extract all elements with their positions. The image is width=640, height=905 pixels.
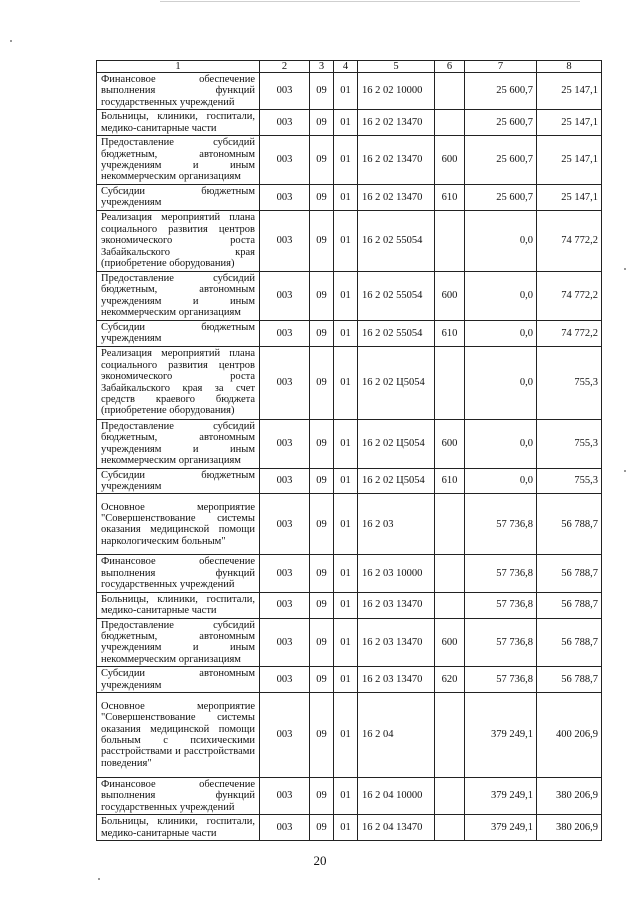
- budget-table: [96, 60, 602, 841]
- amount-year1-cell: 0,0: [465, 419, 537, 468]
- chapter-code-cell: 003: [260, 136, 310, 185]
- amount-year1-cell: 0,0: [465, 210, 537, 271]
- expense-type-cell: 610: [435, 185, 465, 211]
- amount-year2-cell: 25 147,1: [537, 73, 602, 110]
- amount-year2-cell: 755,3: [537, 346, 602, 419]
- chapter-code-cell: 003: [260, 777, 310, 814]
- chapter-code-cell: 003: [260, 692, 310, 777]
- chapter-code-cell: 003: [260, 468, 310, 494]
- row-name-cell: Финансовое обеспечение выполнения функций государственных учреждений: [97, 555, 260, 592]
- expense-type-cell: 610: [435, 320, 465, 346]
- target-article-cell: 16 2 04 13470: [358, 815, 435, 841]
- row-name-cell: Предоставление субсидий бюджетным, автономным учреждениям и иным некоммерческим организациям: [97, 618, 260, 667]
- target-article-cell: 16 2 02 Ц5054: [358, 419, 435, 468]
- header-cell: 1: [97, 61, 260, 73]
- section-code-cell: 09: [310, 494, 334, 555]
- amount-year2-cell: 755,3: [537, 419, 602, 468]
- target-article-cell: 16 2 02 Ц5054: [358, 468, 435, 494]
- subsection-code-cell: 01: [334, 110, 358, 136]
- section-code-cell: 09: [310, 555, 334, 592]
- amount-year2-cell: 380 206,9: [537, 815, 602, 841]
- amount-year2-cell: 25 147,1: [537, 185, 602, 211]
- row-name-cell: Реализация мероприятий плана социального развития центров экономического роста Забайкальского края за счет средств краевого бюджета (приобретение оборудования): [97, 346, 260, 419]
- chapter-code-cell: 003: [260, 419, 310, 468]
- subsection-code-cell: 01: [334, 815, 358, 841]
- expense-type-cell: [435, 555, 465, 592]
- amount-year1-cell: 0,0: [465, 320, 537, 346]
- row-name-cell: Больницы, клиники, госпитали, медико-санитарные части: [97, 592, 260, 618]
- amount-year2-cell: 755,3: [537, 468, 602, 494]
- subsection-code-cell: 01: [334, 73, 358, 110]
- amount-year1-cell: 0,0: [465, 468, 537, 494]
- target-article-cell: 16 2 03 13470: [358, 592, 435, 618]
- header-cell: 6: [435, 61, 465, 73]
- subsection-code-cell: 01: [334, 494, 358, 555]
- row-name-cell: Больницы, клиники, госпитали, медико-санитарные части: [97, 815, 260, 841]
- subsection-code-cell: 01: [334, 271, 358, 320]
- table-row: [97, 618, 602, 667]
- amount-year2-cell: 56 788,7: [537, 667, 602, 693]
- amount-year1-cell: 0,0: [465, 346, 537, 419]
- chapter-code-cell: 003: [260, 73, 310, 110]
- amount-year2-cell: 74 772,2: [537, 271, 602, 320]
- target-article-cell: 16 2 03 13470: [358, 667, 435, 693]
- target-article-cell: 16 2 03: [358, 494, 435, 555]
- amount-year2-cell: 25 147,1: [537, 110, 602, 136]
- expense-type-cell: [435, 210, 465, 271]
- row-name-cell: Реализация мероприятий плана социального развития центров экономического роста Забайкальского края (приобретение оборудования): [97, 210, 260, 271]
- table-row: [97, 692, 602, 777]
- amount-year1-cell: 379 249,1: [465, 815, 537, 841]
- scan-speck: [10, 40, 12, 42]
- expense-type-cell: 620: [435, 667, 465, 693]
- expense-type-cell: [435, 592, 465, 618]
- row-name-cell: Финансовое обеспечение выполнения функций государственных учреждений: [97, 777, 260, 814]
- section-code-cell: 09: [310, 815, 334, 841]
- amount-year1-cell: 57 736,8: [465, 494, 537, 555]
- header-cell: 8: [537, 61, 602, 73]
- target-article-cell: 16 2 03 13470: [358, 618, 435, 667]
- amount-year1-cell: 57 736,8: [465, 555, 537, 592]
- row-name-cell: Субсидии автономным учреждениям: [97, 667, 260, 693]
- amount-year1-cell: 25 600,7: [465, 185, 537, 211]
- chapter-code-cell: 003: [260, 346, 310, 419]
- expense-type-cell: 600: [435, 618, 465, 667]
- table-row: [97, 777, 602, 814]
- amount-year1-cell: 57 736,8: [465, 667, 537, 693]
- amount-year2-cell: 56 788,7: [537, 618, 602, 667]
- section-code-cell: 09: [310, 210, 334, 271]
- expense-type-cell: 600: [435, 136, 465, 185]
- section-code-cell: 09: [310, 692, 334, 777]
- table-row: [97, 136, 602, 185]
- amount-year1-cell: 25 600,7: [465, 136, 537, 185]
- expense-type-cell: [435, 494, 465, 555]
- target-article-cell: 16 2 04: [358, 692, 435, 777]
- amount-year1-cell: 25 600,7: [465, 73, 537, 110]
- target-article-cell: 16 2 02 55054: [358, 210, 435, 271]
- expense-type-cell: [435, 110, 465, 136]
- table-row: [97, 419, 602, 468]
- subsection-code-cell: 01: [334, 468, 358, 494]
- subsection-code-cell: 01: [334, 136, 358, 185]
- amount-year2-cell: 74 772,2: [537, 320, 602, 346]
- target-article-cell: 16 2 02 13470: [358, 136, 435, 185]
- subsection-code-cell: 01: [334, 185, 358, 211]
- section-code-cell: 09: [310, 618, 334, 667]
- top-edge-line: [160, 1, 580, 2]
- subsection-code-cell: 01: [334, 777, 358, 814]
- amount-year2-cell: 380 206,9: [537, 777, 602, 814]
- chapter-code-cell: 003: [260, 667, 310, 693]
- section-code-cell: 09: [310, 346, 334, 419]
- chapter-code-cell: 003: [260, 185, 310, 211]
- chapter-code-cell: 003: [260, 110, 310, 136]
- expense-type-cell: [435, 73, 465, 110]
- section-code-cell: 09: [310, 320, 334, 346]
- subsection-code-cell: 01: [334, 346, 358, 419]
- expense-type-cell: [435, 815, 465, 841]
- target-article-cell: 16 2 02 55054: [358, 271, 435, 320]
- section-code-cell: 09: [310, 136, 334, 185]
- table-row: [97, 73, 602, 110]
- target-article-cell: 16 2 02 13470: [358, 110, 435, 136]
- scan-speck: [98, 878, 100, 880]
- scan-speck: [624, 268, 626, 270]
- expense-type-cell: 600: [435, 419, 465, 468]
- table-row: [97, 346, 602, 419]
- section-code-cell: 09: [310, 271, 334, 320]
- expense-type-cell: 610: [435, 468, 465, 494]
- header-cell: 7: [465, 61, 537, 73]
- target-article-cell: 16 2 02 13470: [358, 185, 435, 211]
- subsection-code-cell: 01: [334, 592, 358, 618]
- chapter-code-cell: 003: [260, 618, 310, 667]
- expense-type-cell: [435, 692, 465, 777]
- subsection-code-cell: 01: [334, 692, 358, 777]
- table-row: [97, 468, 602, 494]
- row-name-cell: Финансовое обеспечение выполнения функций государственных учреждений: [97, 73, 260, 110]
- chapter-code-cell: 003: [260, 555, 310, 592]
- row-name-cell: Больницы, клиники, госпитали, медико-санитарные части: [97, 110, 260, 136]
- chapter-code-cell: 003: [260, 592, 310, 618]
- expense-type-cell: [435, 346, 465, 419]
- amount-year1-cell: 57 736,8: [465, 592, 537, 618]
- section-code-cell: 09: [310, 419, 334, 468]
- table-row: [97, 320, 602, 346]
- amount-year2-cell: 74 772,2: [537, 210, 602, 271]
- subsection-code-cell: 01: [334, 320, 358, 346]
- target-article-cell: 16 2 02 Ц5054: [358, 346, 435, 419]
- section-code-cell: 09: [310, 468, 334, 494]
- subsection-code-cell: 01: [334, 419, 358, 468]
- table-row: [97, 555, 602, 592]
- row-name-cell: Предоставление субсидий бюджетным, автономным учреждениям и иным некоммерческим организациям: [97, 271, 260, 320]
- table-row: [97, 494, 602, 555]
- header-cell: 4: [334, 61, 358, 73]
- section-code-cell: 09: [310, 777, 334, 814]
- table-row: [97, 667, 602, 693]
- table-header-row: [97, 61, 602, 73]
- header-cell: 2: [260, 61, 310, 73]
- chapter-code-cell: 003: [260, 815, 310, 841]
- subsection-code-cell: 01: [334, 555, 358, 592]
- target-article-cell: 16 2 02 55054: [358, 320, 435, 346]
- row-name-cell: Субсидии бюджетным учреждениям: [97, 320, 260, 346]
- target-article-cell: 16 2 04 10000: [358, 777, 435, 814]
- amount-year1-cell: 379 249,1: [465, 777, 537, 814]
- table-body: [97, 61, 602, 841]
- table-row: [97, 592, 602, 618]
- row-name-cell: Предоставление субсидий бюджетным, автономным учреждениям и иным некоммерческим организациям: [97, 419, 260, 468]
- section-code-cell: 09: [310, 667, 334, 693]
- subsection-code-cell: 01: [334, 667, 358, 693]
- table-row: [97, 185, 602, 211]
- header-cell: 3: [310, 61, 334, 73]
- amount-year1-cell: 379 249,1: [465, 692, 537, 777]
- amount-year2-cell: 56 788,7: [537, 494, 602, 555]
- amount-year1-cell: 0,0: [465, 271, 537, 320]
- target-article-cell: 16 2 02 10000: [358, 73, 435, 110]
- page-number: 20: [313, 853, 327, 868]
- row-name-cell: Субсидии бюджетным учреждениям: [97, 468, 260, 494]
- section-code-cell: 09: [310, 73, 334, 110]
- chapter-code-cell: 003: [260, 210, 310, 271]
- target-article-cell: 16 2 03 10000: [358, 555, 435, 592]
- row-name-cell: Предоставление субсидий бюджетным, автономным учреждениям и иным некоммерческим организациям: [97, 136, 260, 185]
- scan-speck: [624, 470, 626, 472]
- subsection-code-cell: 01: [334, 618, 358, 667]
- header-cell: 5: [358, 61, 435, 73]
- table-row: [97, 210, 602, 271]
- chapter-code-cell: 003: [260, 271, 310, 320]
- chapter-code-cell: 003: [260, 494, 310, 555]
- expense-type-cell: [435, 777, 465, 814]
- row-name-cell: Основное мероприятие "Совершенствование системы оказания медицинской помощи больным с психическими расстройствами и расстройствами поведения": [97, 692, 260, 777]
- expense-type-cell: 600: [435, 271, 465, 320]
- subsection-code-cell: 01: [334, 210, 358, 271]
- table-row: [97, 110, 602, 136]
- amount-year2-cell: 25 147,1: [537, 136, 602, 185]
- table-row: [97, 271, 602, 320]
- amount-year2-cell: 56 788,7: [537, 555, 602, 592]
- amount-year1-cell: 25 600,7: [465, 110, 537, 136]
- chapter-code-cell: 003: [260, 320, 310, 346]
- section-code-cell: 09: [310, 185, 334, 211]
- section-code-cell: 09: [310, 592, 334, 618]
- section-code-cell: 09: [310, 110, 334, 136]
- row-name-cell: Основное мероприятие "Совершенствование системы оказания медицинской помощи наркологическим больным": [97, 494, 260, 555]
- amount-year2-cell: 56 788,7: [537, 592, 602, 618]
- row-name-cell: Субсидии бюджетным учреждениям: [97, 185, 260, 211]
- amount-year1-cell: 57 736,8: [465, 618, 537, 667]
- table-row: [97, 815, 602, 841]
- amount-year2-cell: 400 206,9: [537, 692, 602, 777]
